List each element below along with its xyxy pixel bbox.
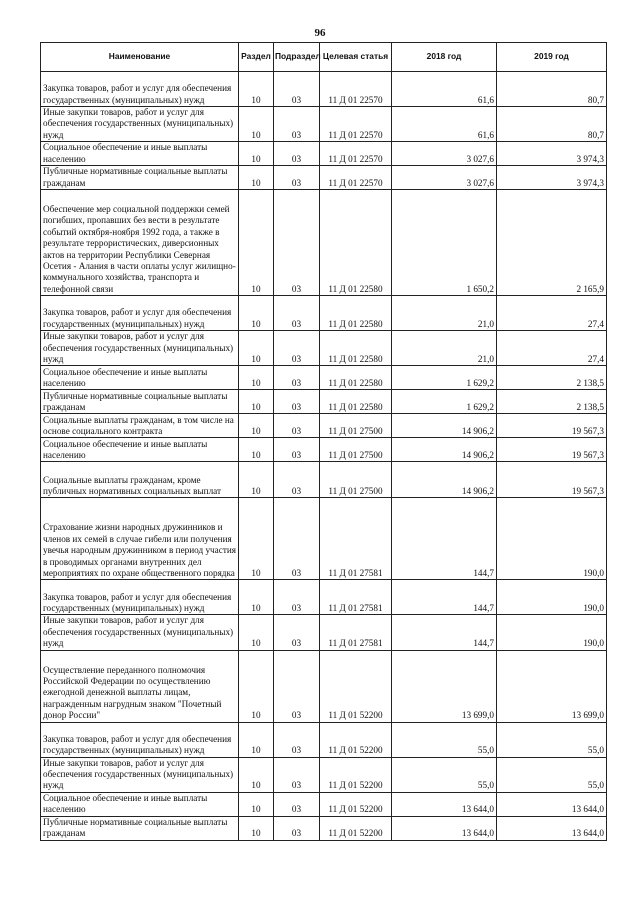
row-section: 10 [239,722,274,757]
row-2018: 3 027,6 [392,166,497,190]
row-target: 11 Д 01 52200 [320,650,392,722]
row-section: 10 [239,107,274,142]
row-2018: 14 906,2 [392,438,497,462]
row-target: 11 Д 01 27581 [320,498,392,580]
row-subsection: 03 [274,615,320,650]
row-target: 11 Д 01 52200 [320,792,392,816]
table-row [41,650,607,722]
row-2018: 144,7 [392,615,497,650]
row-name: Иные закупки товаров, работ и услуг для обеспечения государственных (муниципальных) нужд [41,331,239,366]
row-subsection: 03 [274,331,320,366]
table-row [41,107,607,142]
row-2018: 55,0 [392,722,497,757]
table-row [41,580,607,615]
row-name: Иные закупки товаров, работ и услуг для обеспечения государственных (муниципальных) нужд [41,615,239,650]
row-2019: 3 974,3 [497,142,607,166]
row-subsection: 03 [274,72,320,107]
row-subsection: 03 [274,190,320,296]
row-2019: 55,0 [497,757,607,792]
row-subsection: 03 [274,580,320,615]
header-subsection: Подраздел [274,43,320,72]
row-section: 10 [239,816,274,840]
table-row [41,190,607,296]
table-row [41,757,607,792]
row-name: Социальные выплаты гражданам, в том числе на основе социального контракта [41,414,239,438]
row-section: 10 [239,331,274,366]
row-2019: 190,0 [497,580,607,615]
row-target: 11 Д 01 27500 [320,462,392,498]
row-target: 11 Д 01 27500 [320,438,392,462]
row-name: Социальные выплаты гражданам, кроме публичных нормативных социальных выплат [41,462,239,498]
table-row [41,296,607,331]
table-row [41,438,607,462]
row-section: 10 [239,438,274,462]
table-row [41,722,607,757]
row-2018: 14 906,2 [392,462,497,498]
row-2019: 190,0 [497,615,607,650]
row-name: Социальное обеспечение и иные выплаты населению [41,438,239,462]
row-name: Закупка товаров, работ и услуг для обеспечения государственных (муниципальных) нужд [41,722,239,757]
row-name: Социальное обеспечение и иные выплаты населению [41,142,239,166]
table-row [41,498,607,580]
row-2018: 21,0 [392,296,497,331]
row-subsection: 03 [274,816,320,840]
row-name: Публичные нормативные социальные выплаты гражданам [41,816,239,840]
row-target: 11 Д 01 22570 [320,72,392,107]
row-section: 10 [239,650,274,722]
row-2018: 14 906,2 [392,414,497,438]
row-target: 11 Д 01 27581 [320,615,392,650]
row-subsection: 03 [274,462,320,498]
row-target: 11 Д 01 22580 [320,190,392,296]
table-header-row [41,43,607,72]
row-2018: 3 027,6 [392,142,497,166]
row-subsection: 03 [274,390,320,414]
row-target: 11 Д 01 22580 [320,331,392,366]
row-2018: 144,7 [392,580,497,615]
table-row [41,390,607,414]
row-subsection: 03 [274,296,320,331]
row-subsection: 03 [274,722,320,757]
row-2019: 13 699,0 [497,650,607,722]
row-2019: 13 644,0 [497,792,607,816]
table-row [41,462,607,498]
table-row [41,615,607,650]
row-section: 10 [239,462,274,498]
row-section: 10 [239,296,274,331]
row-section: 10 [239,615,274,650]
row-section: 10 [239,366,274,390]
row-name: Страхование жизни народных дружинников и членов их семей в случае гибели или получения увечья народным дружинником в период участия в проводимых органами внутренних дел мероприятиях по охране общественного порядка [41,498,239,580]
row-2018: 55,0 [392,757,497,792]
header-name: Наименование [41,43,239,72]
row-subsection: 03 [274,414,320,438]
row-2019: 55,0 [497,722,607,757]
row-name: Закупка товаров, работ и услуг для обеспечения государственных (муниципальных) нужд [41,296,239,331]
page-number: 96 [314,27,326,39]
row-2019: 2 138,5 [497,366,607,390]
row-2019: 19 567,3 [497,438,607,462]
row-target: 11 Д 01 22570 [320,107,392,142]
row-2019: 80,7 [497,72,607,107]
row-name: Социальное обеспечение и иные выплаты населению [41,366,239,390]
row-subsection: 03 [274,650,320,722]
row-name: Иные закупки товаров, работ и услуг для обеспечения государственных (муниципальных) нужд [41,757,239,792]
row-2019: 27,4 [497,296,607,331]
row-2019: 13 644,0 [497,816,607,840]
table-row [41,72,607,107]
row-section: 10 [239,792,274,816]
row-2019: 27,4 [497,331,607,366]
row-name: Осуществление переданного полномочия Российской Федерации по осуществлению ежегодной денежной выплаты лицам, награжденным нагрудным знаком "Почетный донор России" [41,650,239,722]
row-section: 10 [239,190,274,296]
row-target: 11 Д 01 52200 [320,816,392,840]
row-subsection: 03 [274,166,320,190]
row-2018: 61,6 [392,107,497,142]
row-section: 10 [239,166,274,190]
row-name: Обеспечение мер социальной поддержки семей погибших, пропавших без вести в результате событий октября-ноября 1992 года, а также в результате террористических, диверсионных актов на территории Республики Северная Осетия - Алания в части оплаты услуг жилищно-коммунального хозяйства, транспорта и телефонной связи [41,190,239,296]
row-subsection: 03 [274,757,320,792]
row-section: 10 [239,414,274,438]
table-row [41,142,607,166]
row-name: Публичные нормативные социальные выплаты гражданам [41,166,239,190]
row-subsection: 03 [274,792,320,816]
row-section: 10 [239,142,274,166]
row-subsection: 03 [274,107,320,142]
row-target: 11 Д 01 52200 [320,722,392,757]
row-2019: 80,7 [497,107,607,142]
row-section: 10 [239,390,274,414]
table-row [41,816,607,840]
row-name: Социальное обеспечение и иные выплаты населению [41,792,239,816]
row-name: Иные закупки товаров, работ и услуг для обеспечения государственных (муниципальных) нужд [41,107,239,142]
row-name: Публичные нормативные социальные выплаты гражданам [41,390,239,414]
row-section: 10 [239,498,274,580]
table-row [41,331,607,366]
row-target: 11 Д 01 22580 [320,390,392,414]
header-section: Раздел [239,43,274,72]
row-name: Закупка товаров, работ и услуг для обеспечения государственных (муниципальных) нужд [41,580,239,615]
table-row [41,166,607,190]
row-2018: 1 629,2 [392,366,497,390]
row-2019: 2 138,5 [497,390,607,414]
row-subsection: 03 [274,498,320,580]
row-name: Закупка товаров, работ и услуг для обеспечения государственных (муниципальных) нужд [41,72,239,107]
row-target: 11 Д 01 22580 [320,366,392,390]
row-2018: 21,0 [392,331,497,366]
row-subsection: 03 [274,438,320,462]
header-target: Целевая статья [320,43,392,72]
row-section: 10 [239,757,274,792]
row-2019: 2 165,9 [497,190,607,296]
row-section: 10 [239,72,274,107]
row-target: 11 Д 01 27581 [320,580,392,615]
row-target: 11 Д 01 22580 [320,296,392,331]
row-subsection: 03 [274,366,320,390]
row-2018: 1 650,2 [392,190,497,296]
row-2019: 19 567,3 [497,462,607,498]
row-2018: 13 644,0 [392,792,497,816]
row-section: 10 [239,580,274,615]
row-2018: 144,7 [392,498,497,580]
row-target: 11 Д 01 52200 [320,757,392,792]
table-row [41,792,607,816]
row-2018: 13 644,0 [392,816,497,840]
header-2019: 2019 год [497,43,607,72]
row-target: 11 Д 01 22570 [320,166,392,190]
table-row [41,414,607,438]
row-2019: 190,0 [497,498,607,580]
table-row [41,366,607,390]
row-target: 11 Д 01 27500 [320,414,392,438]
row-target: 11 Д 01 22570 [320,142,392,166]
row-2019: 19 567,3 [497,414,607,438]
row-subsection: 03 [274,142,320,166]
row-2018: 13 699,0 [392,650,497,722]
header-2018: 2018 год [392,43,497,72]
row-2018: 1 629,2 [392,390,497,414]
row-2018: 61,6 [392,72,497,107]
row-2019: 3 974,3 [497,166,607,190]
budget-table [40,42,607,841]
